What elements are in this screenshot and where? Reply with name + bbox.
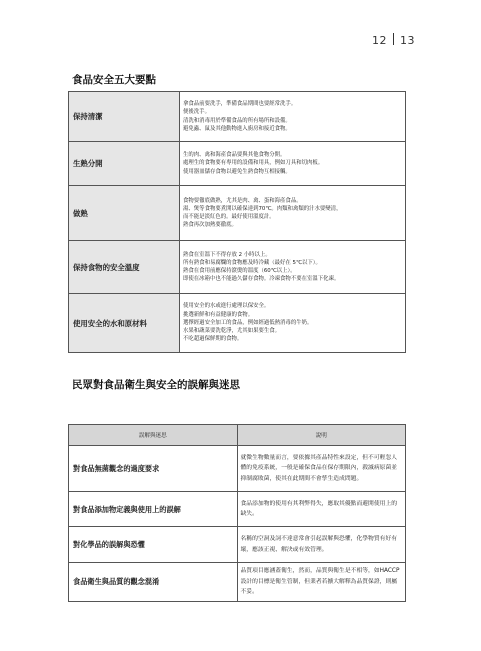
detail-line: 使用安全的水或進行處理以保安全。 (183, 303, 270, 310)
table-row (69, 446, 406, 492)
myths-table (68, 424, 406, 602)
detail-line: 生的肉、禽和海產食品要與其他食物分開。 (183, 152, 286, 159)
myth-cell: 對化學品的誤解與恐懼 (69, 527, 238, 563)
row-details (180, 92, 406, 142)
detail-line: 處理生的食物要有專用的設備和用具，例如刀具和切肉板。 (183, 160, 324, 167)
row-details (180, 241, 406, 294)
row-key: 生熟分開 (69, 142, 180, 186)
myth-cell: 對食品無菌觀念的過度要求 (69, 446, 238, 492)
detail-line: 熟食在食用前應保持滾燙的溫度（60℃以上）。 (183, 268, 296, 274)
explanation-cell: 名稱的空洞及詞不達意常會引起誤解與恐懼，化學物質有好有壞，應該正視、解決或有效管理。 (237, 527, 406, 563)
row-details (180, 294, 406, 353)
detail-line: 湯、煲等食物要煮開以確保達到70℃。肉類和禽類的汁水要變清， (183, 205, 342, 212)
table-row (69, 492, 406, 527)
table-row (69, 186, 406, 241)
row-key: 保持清潔 (69, 92, 180, 142)
table-row (69, 92, 406, 142)
detail-line: 避免蟲、鼠及其他動物進入廚房和接近食物。 (183, 125, 291, 132)
page-number-divider (393, 33, 394, 45)
page-number (372, 33, 415, 47)
detail-line: 不吃超過保鮮期的食物。 (183, 336, 243, 343)
detail-line: 即使在冰箱中也不能過久儲存食物。冷凍食物不要在室溫下化凍。 (183, 276, 340, 283)
section2-title: 民眾對食品衛生與安全的誤解與迷思 (72, 379, 240, 391)
row-key: 做熟 (69, 186, 180, 241)
row-key: 保持食物的安全溫度 (69, 241, 180, 294)
five-keys-table (68, 91, 406, 353)
myth-cell: 對食品添加物定義與使用上的誤解 (69, 492, 238, 527)
section1-title: 食品安全五大要點 (72, 74, 156, 86)
table-row (69, 241, 406, 294)
detail-line: 拿食品前要洗手，準備食品期間也要經常洗手。 (183, 101, 297, 108)
table-row (69, 142, 406, 186)
page-number-right: 13 (400, 34, 415, 47)
explanation-cell: 就微生物數量而言，要依據其產品特性來設定，但不可輕忽人體的免疫系統，一般是確保食品在保存期限內，殺滅病原菌並抑制腐敗菌，使其在此期間不會孳生造成問題。 (237, 446, 406, 492)
row-key: 使用安全的水和原材料 (69, 294, 180, 353)
myths-header-explanation: 說明 (237, 425, 406, 446)
row-details (180, 186, 406, 241)
detail-line: 所有熟食和易腐爛的食物應及時冷藏（最好在 5℃以下）。 (183, 259, 321, 266)
detail-line: 食物要徹底做熟，尤其是肉、禽、蛋和海產食品。 (183, 197, 302, 204)
table-row (69, 563, 406, 602)
myths-header-myth: 誤解與迷思 (69, 425, 238, 446)
table-row (69, 294, 406, 353)
myths-header-row (69, 425, 406, 446)
detail-line: 選擇經過安全加工的食品，例如經過低熱消毒的牛奶。 (183, 319, 313, 326)
detail-line: 而不能是淡紅色的。最好使用溫度計。 (183, 214, 275, 220)
detail-line: 使用器皿儲存食物以避免生熟食物互相接觸。 (183, 168, 291, 175)
detail-line: 熟食再次加熱要徹底。 (183, 222, 237, 229)
explanation-cell: 品質項目應涵蓋衛生，然而，品質與衛生是不相等，如HACCP設計的目標是衛生管制，但業者若擴大解釋為品質保證，則屬不妥。 (237, 563, 406, 602)
detail-line: 便後洗手。 (183, 109, 210, 116)
myth-cell: 食品衛生與品質的觀念混淆 (69, 563, 238, 602)
detail-line: 熟食在室溫下不得存放 2 小時以上。 (183, 251, 271, 258)
page-number-left: 12 (372, 34, 387, 47)
table-row (69, 527, 406, 563)
detail-line: 挑選新鮮和有益健康的食物。 (183, 311, 254, 318)
detail-line: 清洗和消毒用於準備食品的所有場所和設備。 (183, 117, 291, 124)
explanation-cell: 食品添加物的使用有其利弊得失，應取其優點而避開使用上的缺失。 (237, 492, 406, 527)
detail-line: 水果和蔬菜要洗乾淨，尤其如果要生食。 (183, 328, 281, 335)
row-details (180, 142, 406, 186)
